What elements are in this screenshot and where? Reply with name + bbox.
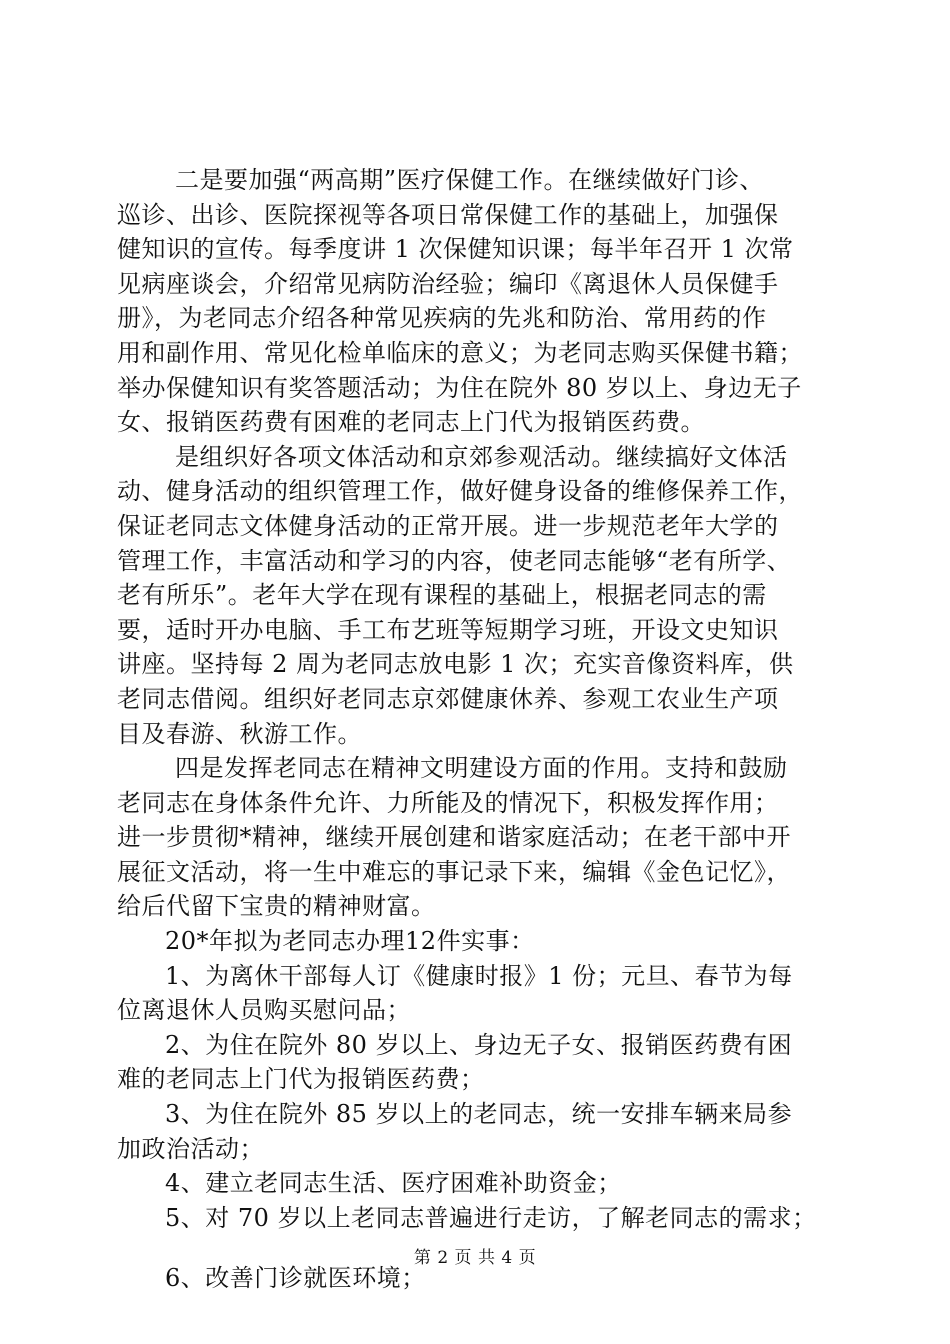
text-line: 要，适时开办电脑、手工布艺班等短期学习班，开设文史知识 [117,615,779,644]
text-line: 展征文活动，将一生中难忘的事记录下来，编辑《金色记忆》， [117,857,791,886]
paragraph-spiritual-civilization [117,751,847,924]
text-line: 女、报销医药费有困难的老同志上门代为报销医药费。 [117,408,705,437]
text-line: 是组织好各项文体活动和京郊参观活动。继续搞好文体活 [175,442,788,471]
paragraph-cultural-activities [117,440,847,751]
text-line: 位离退休人员购买慰问品； [117,996,411,1025]
text-line: 3、为住在院外 85 岁以上的老同志，统一安排车辆来局参 [165,1100,793,1129]
text-line: 管理工作，丰富活动和学习的内容，使老同志能够“老有所学、 [117,546,792,575]
text-line: 册》，为老同志介绍各种常见疾病的先兆和防治、常用药的作 [117,304,767,333]
text-line: 目及春游、秋游工作。 [117,719,362,748]
text-line: 难的老同志上门代为报销医药费； [117,1065,485,1094]
text-line: 老同志在身体条件允许、力所能及的情况下，积极发挥作用； [117,788,779,817]
text-line: 讲座。坚持每 2 周为老同志放电影 1 次；充实音像资料库，供 [117,650,794,679]
text-line: 二是要加强“两高期”医疗保健工作。在继续做好门诊、 [175,166,765,194]
text-line: 1、为离休干部每人订《健康时报》1 份；元旦、春节为每 [165,961,793,990]
text-line: 见病座谈会，介绍常见病防治经验；编印《离退休人员保健手 [117,269,779,298]
text-line: 加政治活动； [117,1134,264,1163]
text-line: 进一步贯彻*精神，继续开展创建和谐家庭活动；在老干部中开 [117,823,791,852]
text-line: 老有所乐”。老年大学在现有课程的基础上，根据老同志的需 [117,581,767,610]
text-line: 举办保健知识有奖答题活动；为住在院外 80 岁以上、身边无子 [117,373,802,402]
text-line: 健知识的宣传。每季度讲 1 次保健知识课；每半年召开 1 次常 [117,235,794,264]
list-item: 4、建立老同志生活、医疗困难补助资金； [165,1169,622,1198]
list-item [117,959,847,1028]
list-intro: 20*年拟为老同志办理12件实事： [165,927,535,956]
list-item: 6、改善门诊就医环境； [165,1264,426,1293]
text-line: 用和副作用、常见化检单临床的意义；为老同志购买保健书籍； [117,338,803,367]
text-line: 给后代留下宝贵的精神财富。 [117,892,436,921]
text-line: 四是发挥老同志在精神文明建设方面的作用。支持和鼓励 [175,754,788,783]
list-item [117,1097,847,1166]
page-footer: 第 2 页 共 4 页 [413,1248,537,1268]
text-line: 老同志借阅。组织好老同志京郊健康休养、参观工农业生产项 [117,684,779,713]
text-line: 保证老同志文体健身活动的正常开展。进一步规范老年大学的 [117,511,779,540]
text-line: 巡诊、出诊、医院探视等各项日常保健工作的基础上，加强保 [117,200,779,229]
paragraph-medical-care [117,163,847,440]
text-line: 动、健身活动的组织管理工作，做好健身设备的维修保养工作， [117,477,803,506]
text-line: 2、为住在院外 80 岁以上、身边无子女、报销医药费有困 [165,1030,793,1059]
list-item: 5、对 70 岁以上老同志普遍进行走访，了解老同志的需求； [165,1203,817,1232]
document-body [117,163,847,1296]
list-item [117,1028,847,1097]
